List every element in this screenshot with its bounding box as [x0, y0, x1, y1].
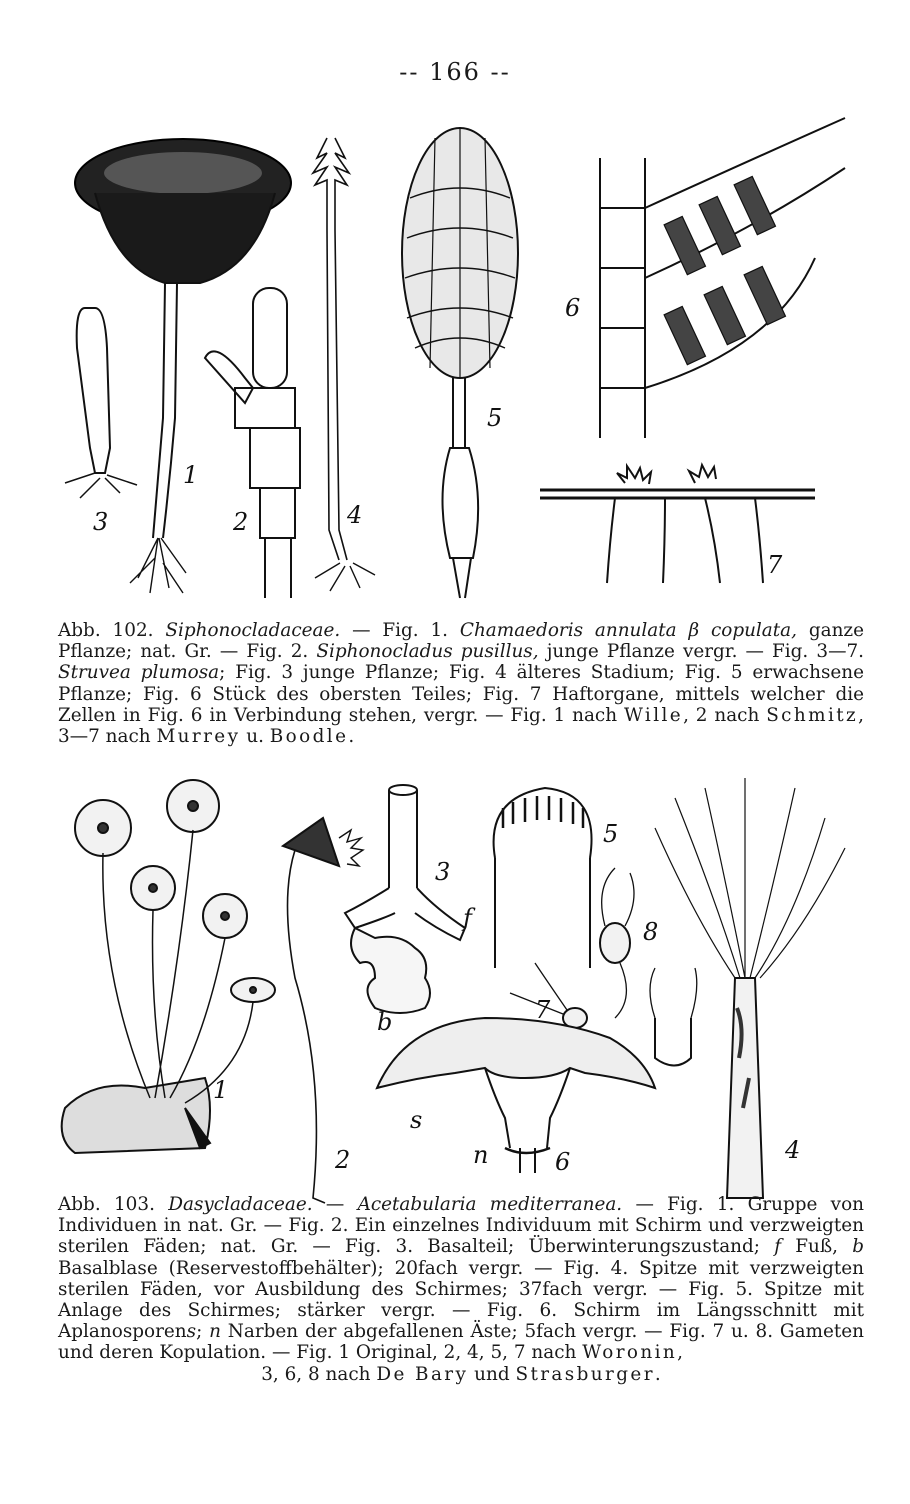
caption-species-name: Siphonocladus pusillus, [316, 641, 539, 663]
caption-text: ganze Pflanze; nat. Gr. — Fig. 2. [58, 620, 865, 663]
fig103-cap-longitudinal-section [377, 1018, 655, 1173]
caption-text: ; [196, 1321, 210, 1343]
fig103-label-7: 7 [535, 996, 551, 1024]
fig103-gametes-copulation [600, 868, 697, 1066]
fig102-label-4: 4 [347, 501, 363, 529]
caption-text: u. [240, 726, 270, 748]
fig103-basal-part [345, 785, 465, 1013]
figure-102-illustration [55, 118, 855, 613]
caption-text: . [348, 726, 355, 748]
fig103-label-4: 4 [785, 1136, 801, 1164]
fig103-label-n: n [473, 1141, 489, 1169]
caption-species-name: Struvea plumosa [58, 662, 220, 684]
fig102-struvea-top-section [600, 118, 845, 438]
fig102-label-6: 6 [565, 294, 581, 322]
caption-text: Abb. 102. [58, 620, 166, 641]
fig103-label-f: f [463, 904, 472, 932]
fig103-acetabularia-group [62, 780, 275, 1153]
caption-symbol-b: b [852, 1236, 864, 1258]
fig102-label-7: 7 [767, 551, 783, 579]
caption-author: Strasburger [515, 1363, 655, 1385]
fig102-label-3: 3 [93, 508, 109, 536]
fig102-struvea-young-plant [65, 308, 137, 498]
figure-102-caption [58, 620, 864, 747]
caption-author: Wille [623, 704, 684, 726]
caption-text: Abb. 103. [58, 1194, 169, 1215]
fig102-label-5: 5 [487, 404, 503, 432]
caption-last-line [58, 1364, 864, 1385]
fig103-label-3: 3 [435, 858, 451, 886]
caption-text: — Fig. 1. Gruppe von Individuen in nat. Gr. — Fig. 2. Ein einzelnes Individuum mit Schirm und verzweigten sterilen Fäden; nat. Gr. — Fig. 3. Basalteil; Überwinterungszustand; [58, 1194, 864, 1258]
caption-symbol-f: f [774, 1236, 782, 1258]
caption-text: junge Pflanze vergr. — Fig. 3—7. [538, 641, 865, 663]
caption-text: und [468, 1363, 516, 1385]
fig103-label-b: b [377, 1008, 393, 1036]
caption-author: Boodle [269, 726, 349, 748]
fig102-label-2: 2 [233, 508, 249, 536]
caption-text: Basalblase (Reservestoffbehälter); 20fach vergr. — Fig. 4. Spitze mit verzweigten sterilen Fäden, vor Ausbildung des Schirmes; 37fach vergr. — Fig. 5. Spitze mit Anlage des Schirmes; stärker vergr. — Fig. 6. Schirm im Längsschnitt mit Aplanosporen [58, 1257, 864, 1343]
caption-text: , 3—7 nach [58, 704, 864, 748]
caption-family-name: Siphonocladaceae. [165, 620, 341, 641]
fig103-label-8: 8 [643, 918, 659, 946]
fig102-siphonocladus [205, 288, 300, 598]
fig102-struvea-mature-plant [402, 128, 518, 598]
caption-symbol-n: n [209, 1321, 221, 1343]
caption-text: , [677, 1342, 684, 1364]
caption-author: De Bary [376, 1363, 469, 1385]
caption-author: Schmitz [766, 704, 859, 726]
caption-text: ; Fig. 3 junge Pflanze; Fig. 4 älteres Stadium; Fig. 5 erwachsene Pflanze; Fig. 6 Stück des obersten Teiles; Fig. 7 Haftorgane, mittels welcher die Zellen in Fig. 6 in Verbindung stehen, vergr. — Fig. 1 nach [58, 662, 864, 726]
fig103-tip-with-cap-anlage [494, 788, 592, 968]
caption-text: Narben der abgefallenen Äste; 5fach vergr. — Fig. 7 u. 8. Gameten und deren Kopulation. — Fig. 1 Original, 2, 4, 5, 7 nach [58, 1321, 864, 1364]
page-number: -- 166 -- [399, 58, 511, 86]
fig103-label-s: s [410, 1106, 423, 1134]
caption-species-name: Chamaedoris annulata β copulata, [459, 620, 797, 641]
fig103-label-6: 6 [555, 1148, 571, 1176]
caption-text: — [312, 1194, 358, 1215]
fig103-tip-sterile-threads [655, 778, 845, 1198]
fig103-label-2: 2 [335, 1146, 351, 1174]
fig103-label-1: 1 [213, 1076, 229, 1104]
caption-text: 3, 6, 8 nach [261, 1363, 377, 1385]
caption-species-name: Acetabularia mediterranea. [357, 1194, 623, 1215]
caption-author: Murrey [156, 726, 241, 748]
caption-text: — Fig. 1. [340, 620, 460, 641]
fig103-label-5: 5 [603, 820, 619, 848]
caption-author: Woronin [582, 1342, 678, 1364]
fig102-struvea-older-stage [313, 138, 375, 591]
fig103-acetabularia-single [283, 818, 363, 1203]
caption-symbol-s: s [186, 1321, 197, 1343]
caption-text: , 2 nach [683, 704, 767, 726]
figure-102-drawing [55, 118, 855, 613]
caption-text: Fuß, [781, 1236, 853, 1258]
figure-103-caption [58, 1194, 864, 1385]
caption-family-name: Dasycladaceae. [168, 1194, 313, 1215]
caption-text: . [654, 1363, 661, 1385]
fig102-label-1: 1 [183, 461, 199, 489]
